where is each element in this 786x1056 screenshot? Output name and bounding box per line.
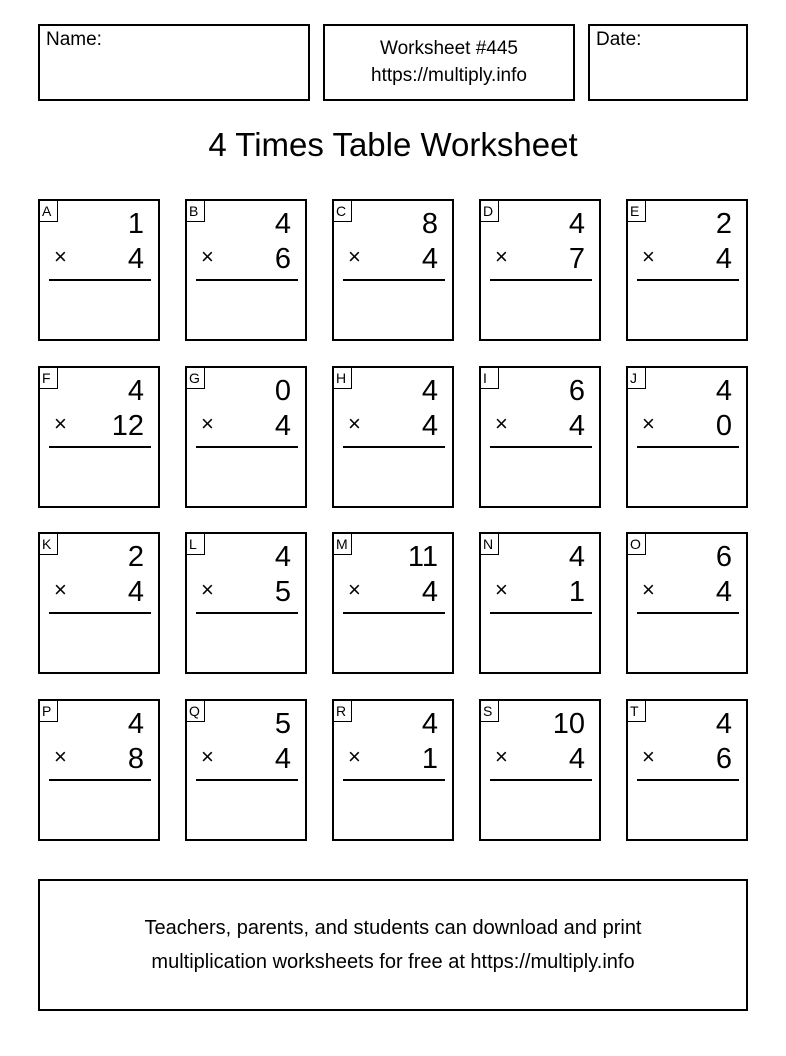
problem-letter: S xyxy=(480,700,499,722)
multiplicand: 5 xyxy=(274,708,291,740)
problem-letter: J xyxy=(627,367,646,389)
multiplier: 4 xyxy=(421,243,438,275)
worksheet-number: Worksheet #445 xyxy=(379,38,518,59)
multiplier: 1 xyxy=(421,743,438,775)
multiply-sign: × xyxy=(642,244,655,269)
problem-card[interactable] xyxy=(38,699,160,841)
problem-card[interactable] xyxy=(332,699,454,841)
multiplicand: 4 xyxy=(127,708,144,740)
multiply-sign: × xyxy=(201,244,214,269)
multiply-sign: × xyxy=(642,411,655,436)
answer-line xyxy=(49,446,151,448)
answer-line xyxy=(49,612,151,614)
problem-letter: I xyxy=(480,367,499,389)
multiplier: 6 xyxy=(715,743,732,775)
multiplier: 12 xyxy=(111,410,144,442)
multiplicand: 6 xyxy=(715,541,732,573)
problem-letter: C xyxy=(333,200,352,222)
multiplicand: 4 xyxy=(421,708,438,740)
multiplier: 4 xyxy=(715,576,732,608)
footer-box xyxy=(38,879,748,1011)
problem-letter: Q xyxy=(186,700,205,722)
worksheet-url: https://multiply.info xyxy=(371,65,527,86)
answer-line xyxy=(490,612,592,614)
multiplicand: 2 xyxy=(127,541,144,573)
problem-card[interactable] xyxy=(332,366,454,508)
problem-card[interactable] xyxy=(38,532,160,674)
problem-card[interactable] xyxy=(332,532,454,674)
multiplicand: 10 xyxy=(552,708,585,740)
problem-letter: T xyxy=(627,700,646,722)
answer-line xyxy=(343,279,445,281)
multiplicand: 6 xyxy=(568,375,585,407)
multiplier: 8 xyxy=(127,743,144,775)
multiply-sign: × xyxy=(642,577,655,602)
problem-card[interactable] xyxy=(626,199,748,341)
multiplier: 5 xyxy=(274,576,291,608)
multiplicand: 4 xyxy=(274,541,291,573)
problem-card[interactable] xyxy=(626,699,748,841)
multiply-sign: × xyxy=(495,744,508,769)
problem-letter: N xyxy=(480,533,499,555)
multiplier: 6 xyxy=(274,243,291,275)
multiplier: 4 xyxy=(127,576,144,608)
problem-card[interactable] xyxy=(479,366,601,508)
multiply-sign: × xyxy=(201,411,214,436)
multiplier: 0 xyxy=(715,410,732,442)
problem-card[interactable] xyxy=(626,532,748,674)
answer-line xyxy=(196,446,298,448)
multiplier: 4 xyxy=(127,243,144,275)
answer-line xyxy=(343,612,445,614)
multiplier: 4 xyxy=(274,410,291,442)
problem-letter: D xyxy=(480,200,499,222)
problem-letter: H xyxy=(333,367,352,389)
answer-line xyxy=(490,779,592,781)
problem-letter: R xyxy=(333,700,352,722)
answer-line xyxy=(490,279,592,281)
problem-card[interactable] xyxy=(626,366,748,508)
problem-letter: B xyxy=(186,200,205,222)
answer-line xyxy=(637,779,739,781)
page-title: 4 Times Table Worksheet xyxy=(208,126,578,163)
multiply-sign: × xyxy=(495,244,508,269)
multiply-sign: × xyxy=(348,577,361,602)
multiply-sign: × xyxy=(348,244,361,269)
answer-line xyxy=(49,279,151,281)
multiplicand: 4 xyxy=(715,375,732,407)
multiply-sign: × xyxy=(54,577,67,602)
multiplier: 1 xyxy=(568,576,585,608)
problem-letter: O xyxy=(627,533,646,555)
multiply-sign: × xyxy=(54,411,67,436)
problem-card[interactable] xyxy=(332,199,454,341)
multiply-sign: × xyxy=(495,411,508,436)
multiplicand: 2 xyxy=(715,208,732,240)
problem-letter: M xyxy=(333,533,352,555)
multiplier: 4 xyxy=(568,410,585,442)
answer-line xyxy=(196,279,298,281)
answer-line xyxy=(637,446,739,448)
multiply-sign: × xyxy=(642,744,655,769)
problem-card[interactable] xyxy=(185,699,307,841)
multiplicand: 11 xyxy=(407,541,438,573)
answer-line xyxy=(343,446,445,448)
multiplier: 4 xyxy=(421,410,438,442)
problem-card[interactable] xyxy=(479,532,601,674)
answer-line xyxy=(196,612,298,614)
multiply-sign: × xyxy=(201,744,214,769)
multiplicand: 4 xyxy=(568,541,585,573)
worksheet-info-box xyxy=(323,24,575,101)
date-label: Date: xyxy=(596,29,642,50)
date-box[interactable] xyxy=(588,24,748,101)
multiplier: 4 xyxy=(715,243,732,275)
problem-letter: F xyxy=(39,367,58,389)
problem-card[interactable] xyxy=(185,366,307,508)
problem-card[interactable] xyxy=(185,199,307,341)
multiply-sign: × xyxy=(201,577,214,602)
problem-letter: E xyxy=(627,200,646,222)
multiplier: 4 xyxy=(274,743,291,775)
multiply-sign: × xyxy=(348,411,361,436)
problem-card[interactable] xyxy=(479,699,601,841)
answer-line xyxy=(343,779,445,781)
problem-letter: K xyxy=(39,533,58,555)
footer-line-2: multiplication worksheets for free at https://multiply.info xyxy=(151,950,635,973)
problem-letter: P xyxy=(39,700,58,722)
multiply-sign: × xyxy=(348,744,361,769)
answer-line xyxy=(637,279,739,281)
name-label: Name: xyxy=(46,29,102,50)
answer-line xyxy=(49,779,151,781)
multiply-sign: × xyxy=(54,744,67,769)
multiplicand: 1 xyxy=(127,208,144,240)
name-box[interactable] xyxy=(38,24,310,101)
problem-letter: G xyxy=(186,367,205,389)
multiplicand: 4 xyxy=(568,208,585,240)
multiply-sign: × xyxy=(495,577,508,602)
multiplicand: 8 xyxy=(421,208,438,240)
answer-line xyxy=(637,612,739,614)
multiplier: 7 xyxy=(568,243,585,275)
multiplicand: 4 xyxy=(274,208,291,240)
multiplicand: 4 xyxy=(421,375,438,407)
multiply-sign: × xyxy=(54,244,67,269)
problem-card[interactable] xyxy=(38,366,160,508)
multiplicand: 4 xyxy=(715,708,732,740)
problem-letter: L xyxy=(186,533,205,555)
problem-card[interactable] xyxy=(185,532,307,674)
multiplicand: 4 xyxy=(127,375,144,407)
answer-line xyxy=(490,446,592,448)
problem-card[interactable] xyxy=(38,199,160,341)
problem-letter: A xyxy=(39,200,58,222)
multiplier: 4 xyxy=(568,743,585,775)
multiplier: 4 xyxy=(421,576,438,608)
multiplicand: 0 xyxy=(274,375,291,407)
footer-line-1: Teachers, parents, and students can download and print xyxy=(144,916,642,939)
answer-line xyxy=(196,779,298,781)
problem-card[interactable] xyxy=(479,199,601,341)
